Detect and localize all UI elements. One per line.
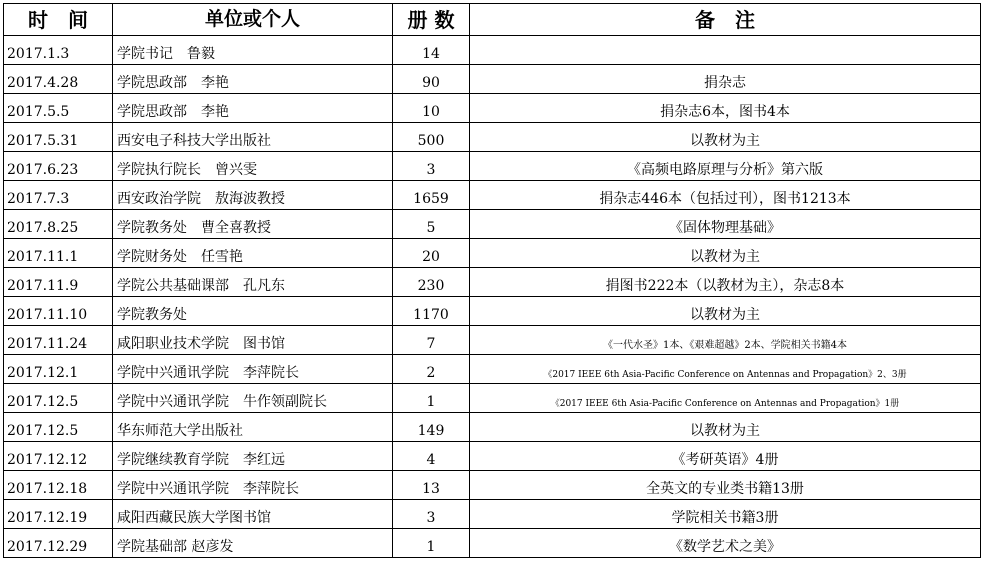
table-row [4,471,981,500]
header-date: 时 间 [4,4,113,36]
table-header [4,4,981,36]
row-unit: 西安电子科技大学出版社 [113,123,393,152]
table-row [4,36,981,65]
row-unit: 学院中兴通讯学院 李萍院长 [113,355,393,384]
row-count: 20 [393,239,470,268]
row-date: 2017.12.29 [4,529,113,558]
row-unit: 学院中兴通讯学院 李萍院长 [113,471,393,500]
row-note: 捐图书222本（以教材为主），杂志8本 [470,268,981,297]
row-date: 2017.8.25 [4,210,113,239]
row-note: 捐杂志6本，图书4本 [470,94,981,123]
row-note: 以教材为主 [470,413,981,442]
table-body [4,36,981,558]
donation-table [3,3,981,558]
row-count: 230 [393,268,470,297]
row-count: 3 [393,500,470,529]
table-row [4,500,981,529]
header-count: 册 数 [393,4,470,36]
header-note: 备 注 [470,4,981,36]
row-count: 14 [393,36,470,65]
row-date: 2017.12.5 [4,384,113,413]
row-date: 2017.1.3 [4,36,113,65]
row-count: 1659 [393,181,470,210]
table-row [4,94,981,123]
row-count: 1 [393,529,470,558]
row-count: 149 [393,413,470,442]
row-date: 2017.7.3 [4,181,113,210]
row-unit: 学院中兴通讯学院 牛作领副院长 [113,384,393,413]
row-unit: 学院思政部 李艳 [113,94,393,123]
row-note: 《数学艺术之美》 [470,529,981,558]
row-note: 《固体物理基础》 [470,210,981,239]
row-date: 2017.11.1 [4,239,113,268]
table-row [4,210,981,239]
row-note: 学院相关书籍3册 [470,500,981,529]
row-count: 90 [393,65,470,94]
table-row [4,65,981,94]
row-date: 2017.12.1 [4,355,113,384]
row-note: 《一代水圣》1本、《艰难超越》2本、学院相关书籍4本 [470,326,981,355]
row-count: 13 [393,471,470,500]
row-count: 10 [393,94,470,123]
row-count: 7 [393,326,470,355]
row-unit: 华东师范大学出版社 [113,413,393,442]
row-unit: 咸阳西藏民族大学图书馆 [113,500,393,529]
row-count: 1170 [393,297,470,326]
table-row [4,268,981,297]
row-unit: 咸阳职业技术学院 图书馆 [113,326,393,355]
row-count: 1 [393,384,470,413]
row-note: 全英文的专业类书籍13册 [470,471,981,500]
row-note: 以教材为主 [470,123,981,152]
table-row [4,413,981,442]
table-row [4,326,981,355]
row-note: 以教材为主 [470,297,981,326]
row-note: 捐杂志 [470,65,981,94]
table-row [4,442,981,471]
table-row [4,239,981,268]
row-note: 《高频电路原理与分析》第六版 [470,152,981,181]
row-date: 2017.11.10 [4,297,113,326]
row-unit: 学院执行院长 曾兴雯 [113,152,393,181]
row-unit: 学院教务处 [113,297,393,326]
row-date: 2017.11.24 [4,326,113,355]
row-date: 2017.5.31 [4,123,113,152]
table-row [4,384,981,413]
row-count: 4 [393,442,470,471]
row-unit: 学院公共基础课部 孔凡东 [113,268,393,297]
row-note [470,36,981,65]
row-date: 2017.5.5 [4,94,113,123]
table-row [4,152,981,181]
table-row [4,355,981,384]
header-row [4,4,981,36]
row-unit: 学院继续教育学院 李红远 [113,442,393,471]
row-unit: 学院基础部 赵彦发 [113,529,393,558]
row-unit: 学院财务处 任雪艳 [113,239,393,268]
row-unit: 学院书记 鲁毅 [113,36,393,65]
row-date: 2017.6.23 [4,152,113,181]
row-unit: 西安政治学院 敖海波教授 [113,181,393,210]
row-count: 5 [393,210,470,239]
row-note: 《2017 IEEE 6th Asia-Pacific Conference on Antennas and Propagation》1册 [470,384,981,413]
header-unit: 单位或个人 [113,4,393,36]
row-date: 2017.12.18 [4,471,113,500]
row-unit: 学院思政部 李艳 [113,65,393,94]
table-row [4,181,981,210]
row-date: 2017.11.9 [4,268,113,297]
row-note: 捐杂志446本（包括过刊），图书1213本 [470,181,981,210]
table-row [4,529,981,558]
row-note: 《考研英语》4册 [470,442,981,471]
row-note: 《2017 IEEE 6th Asia-Pacific Conference on Antennas and Propagation》2、3册 [470,355,981,384]
row-note: 以教材为主 [470,239,981,268]
row-date: 2017.4.28 [4,65,113,94]
table-row [4,123,981,152]
row-count: 2 [393,355,470,384]
row-count: 3 [393,152,470,181]
row-date: 2017.12.12 [4,442,113,471]
row-date: 2017.12.5 [4,413,113,442]
row-date: 2017.12.19 [4,500,113,529]
row-count: 500 [393,123,470,152]
row-unit: 学院教务处 曹全喜教授 [113,210,393,239]
table-row [4,297,981,326]
